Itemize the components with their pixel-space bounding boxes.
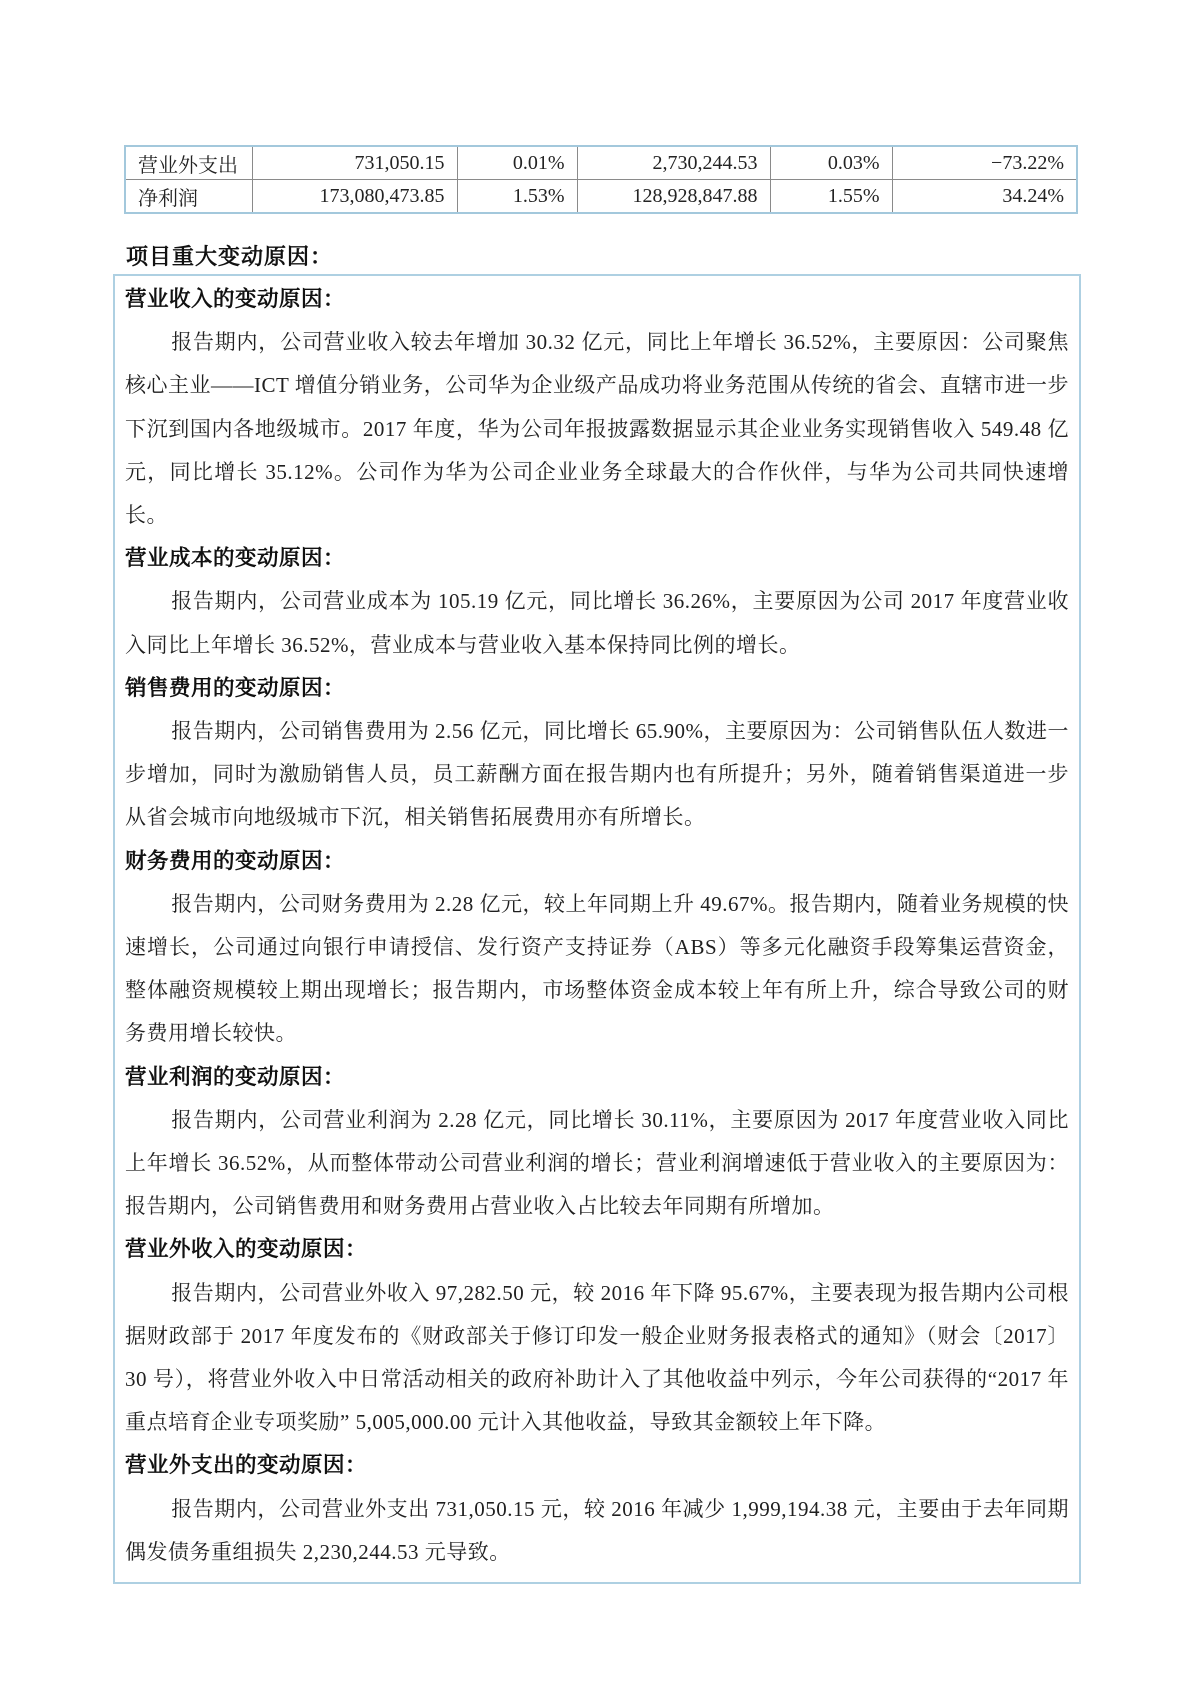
table-cell-current-pct: 0.01%	[457, 146, 577, 180]
table-cell-item: 营业外支出	[125, 146, 252, 180]
reason-section-nonoperating-income	[125, 1228, 1069, 1444]
table-cell-current-pct: 1.53%	[457, 180, 577, 214]
table-cell-prev-pct: 1.55%	[770, 180, 892, 214]
table-row	[125, 180, 1077, 214]
reason-section-cost	[125, 537, 1069, 667]
table-cell-change: 34.24%	[892, 180, 1077, 214]
table-cell-change: −73.22%	[892, 146, 1077, 180]
reason-section-operating-profit	[125, 1056, 1069, 1229]
reason-title: 营业外收入的变动原因：	[125, 1237, 368, 1262]
reason-title: 财务费用的变动原因：	[125, 848, 346, 873]
reasons-box	[113, 274, 1081, 1584]
reason-body: 报告期内，公司营业收入较去年增加 30.32 亿元，同比上年增长 36.52%，主要原因：公司聚焦核心主业——ICT 增值分销业务，公司华为企业级产品成功将业务范围从传统的省会、直辖市进一步下沉到国内各地级城市。2017 年度，华为公司年报披露数据显示其企业业务实现销售收入 549.48 亿元，同比增长 35.12%。公司作为华为公司企业业务全球最大的合作伙伴，与华为公司共同快速增长。	[125, 330, 1069, 528]
table-cell-current-amount: 173,080,473.85	[252, 180, 457, 214]
reason-body: 报告期内，公司营业外收入 97,282.50 元，较 2016 年下降 95.67%，主要表现为报告期内公司根据财政部于 2017 年度发布的《财政部关于修订印发一般企业财务报表格式的通知》（财会〔2017〕30 号），将营业外收入中日常活动相关的政府补助计入了其他收益中列示，今年公司获得的“2017 年重点培育企业专项奖励” 5,005,000.00 元计入其他收益，导致其金额较上年下降。	[125, 1280, 1069, 1435]
reason-section-revenue	[125, 278, 1069, 537]
reason-title: 营业利润的变动原因：	[125, 1064, 346, 1089]
table-cell-current-amount: 731,050.15	[252, 146, 457, 180]
reason-title: 营业成本的变动原因：	[125, 546, 346, 571]
table-cell-prev-amount: 128,928,847.88	[577, 180, 770, 214]
table-cell-item: 净利润	[125, 180, 252, 214]
table-cell-prev-pct: 0.03%	[770, 146, 892, 180]
reason-title: 销售费用的变动原因：	[125, 675, 346, 700]
reason-title: 营业外支出的变动原因：	[125, 1453, 368, 1478]
reason-section-selling-expense	[125, 667, 1069, 840]
table-row	[125, 146, 1077, 180]
reason-body: 报告期内，公司营业外支出 731,050.15 元，较 2016 年减少 1,999,194.38 元，主要由于去年同期偶发债务重组损失 2,230,244.53 元导致。	[125, 1496, 1069, 1564]
reason-section-nonoperating-expense	[125, 1444, 1069, 1574]
reason-section-finance-expense	[125, 840, 1069, 1056]
page-section-heading: 项目重大变动原因：	[126, 244, 334, 269]
financial-table	[124, 145, 1078, 214]
reason-body: 报告期内，公司销售费用为 2.56 亿元，同比增长 65.90%，主要原因为：公司销售队伍人数进一步增加，同时为激励销售人员，员工薪酬方面在报告期内也有所提升；另外，随着销售渠道进一步从省会城市向地级城市下沉，相关销售拓展费用亦有所增长。	[125, 719, 1069, 830]
table-cell-prev-amount: 2,730,244.53	[577, 146, 770, 180]
reason-title: 营业收入的变动原因：	[125, 287, 346, 311]
reason-body: 报告期内，公司营业成本为 105.19 亿元，同比增长 36.26%，主要原因为公司 2017 年度营业收入同比上年增长 36.52%，营业成本与营业收入基本保持同比例的增长。	[125, 589, 1069, 657]
reason-body: 报告期内，公司财务费用为 2.28 亿元，较上年同期上升 49.67%。报告期内，随着业务规模的快速增长，公司通过向银行申请授信、发行资产支持证券（ABS）等多元化融资手段筹集运营资金，整体融资规模较上期出现增长；报告期内，市场整体资金成本较上年有所上升，综合导致公司的财务费用增长较快。	[125, 891, 1069, 1046]
reason-body: 报告期内，公司营业利润为 2.28 亿元，同比增长 30.11%，主要原因为 2017 年度营业收入同比上年增长 36.52%，从而整体带动公司营业利润的增长；营业利润增速低于营业收入的主要原因为：报告期内，公司销售费用和财务费用占营业收入占比较去年同期有所增加。	[125, 1107, 1069, 1219]
